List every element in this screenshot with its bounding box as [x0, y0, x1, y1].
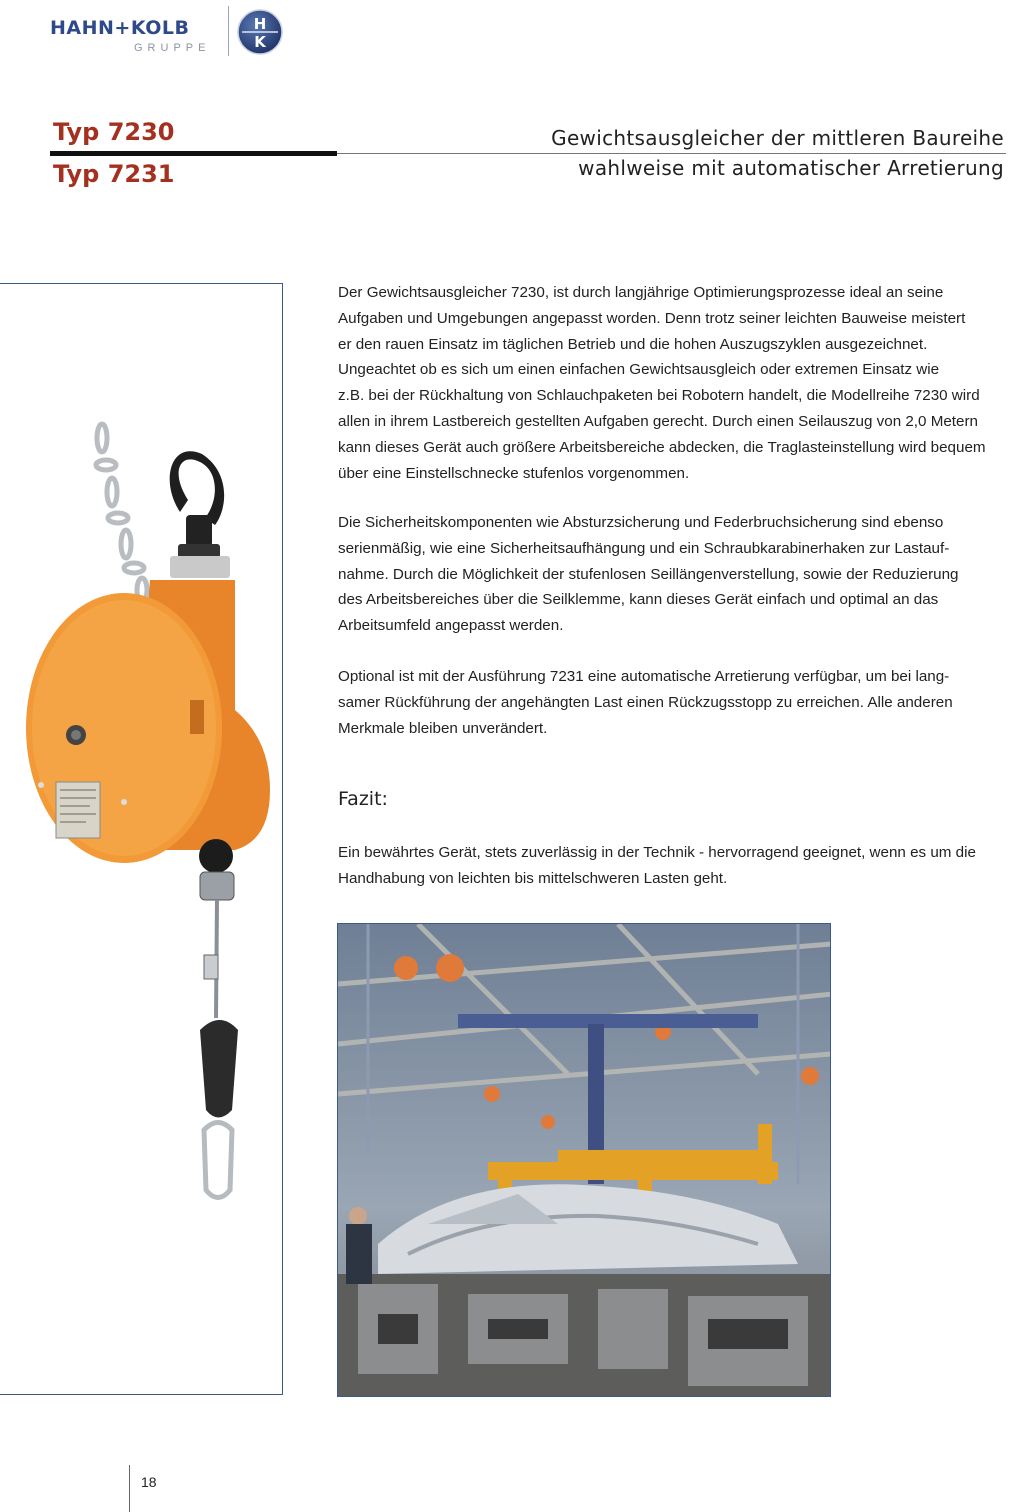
balancer-housing: [26, 580, 270, 863]
hk-badge-icon: [236, 8, 284, 56]
text-line: des Arbeitsbereiches über die Seilklemme, kann dieses Gerät einfach und optimal an das: [338, 591, 939, 609]
type-title-7230: Typ 7230: [53, 118, 175, 146]
text-line: allen in ihrem Lastbereich gestellten Aufgaben gerecht. Durch einen Seilauszug von 2,0 Metern: [338, 412, 978, 430]
safety-paragraph: [338, 510, 1010, 639]
text-line: Optional ist mit der Ausführung 7231 eine automatische Arretierung verfügbar, um bei lang-: [338, 668, 950, 685]
option-paragraph: [338, 664, 1010, 741]
text-line: z.B. bei der Rückhaltung von Schlauchpaketen bei Robotern handelt, die Modellreihe 7230 wird: [338, 387, 980, 405]
text-line: Handhabung von leichten bis mittelschweren Lasten geht.: [338, 869, 728, 887]
text-line: kann dieses Gerät auch größere Arbeitsbereiche abdecken, die Traglasteinstellung wird bequem: [338, 438, 986, 456]
balancer-product-image: [20, 410, 280, 1210]
text-line: über eine Einstellschnecke stufenlos vorgenommen.: [338, 464, 690, 482]
title-rule-thick: [50, 151, 337, 156]
text-line: nahme. Durch die Möglichkeit der stufenlosen Seillängenverstellung, sowie der Reduzierung: [338, 565, 959, 583]
logo-wordmark: HAHN+KOLB: [50, 17, 190, 39]
page-number: 18: [141, 1474, 157, 1490]
svg-text:K: K: [254, 33, 266, 51]
intro-paragraph: [338, 280, 1010, 486]
chain-icon: [96, 424, 147, 602]
factory-photo: [337, 923, 831, 1397]
text-line: er den rauen Einsatz im täglichen Betrieb und die hohen Auszugszyklen ausgezeichnet.: [338, 335, 928, 353]
footer-rule: [129, 1465, 130, 1512]
text-line: Aufgaben und Umgebungen angepasst worden. Denn trotz seiner leichten Bauweise meistert: [338, 309, 966, 327]
fazit-heading: Fazit:: [338, 788, 388, 810]
logo-subline: GRUPPE: [134, 42, 211, 54]
hook-icon: [170, 451, 230, 578]
logo-divider: [228, 6, 229, 56]
text-line: samer Rückführung der angehängten Last einen Rückzugsstopp zu erreichen. Alle anderen: [338, 693, 953, 711]
text-line: Ein bewährtes Gerät, stets zuverlässig in der Technik - hervorragend geeignet, wenn es um die: [338, 844, 976, 861]
cable-assembly: [199, 839, 238, 1198]
text-line: Merkmale bleiben unverändert.: [338, 719, 548, 737]
title-rule-thin: [337, 153, 1006, 154]
subtitle-line-2: wahlweise mit automatischer Arretierung: [578, 156, 1004, 180]
text-line: serienmäßig, wie eine Sicherheitsaufhängung und ein Schraubkarabinerhaken zur Lastauf-: [338, 539, 950, 557]
company-logo: [50, 6, 290, 54]
text-line: Der Gewichtsausgleicher 7230, ist durch langjährige Optimierungsprozesse ideal an seine: [338, 284, 944, 301]
factory-scene-image: [338, 924, 831, 1397]
text-line: Arbeitsumfeld angepasst werden.: [338, 617, 564, 635]
fazit-paragraph: [338, 840, 1010, 892]
subtitle-line-1: Gewichtsausgleicher der mittleren Baureihe: [551, 126, 1004, 150]
type-title-7231: Typ 7231: [53, 160, 175, 188]
text-line: Ungeachtet ob es sich um einen einfachen Gewichtsausgleich oder extremen Einsatz wie: [338, 361, 940, 379]
text-line: Die Sicherheitskomponenten wie Absturzsicherung und Federbruchsicherung sind ebenso: [338, 514, 944, 531]
svg-text:H: H: [253, 15, 267, 33]
